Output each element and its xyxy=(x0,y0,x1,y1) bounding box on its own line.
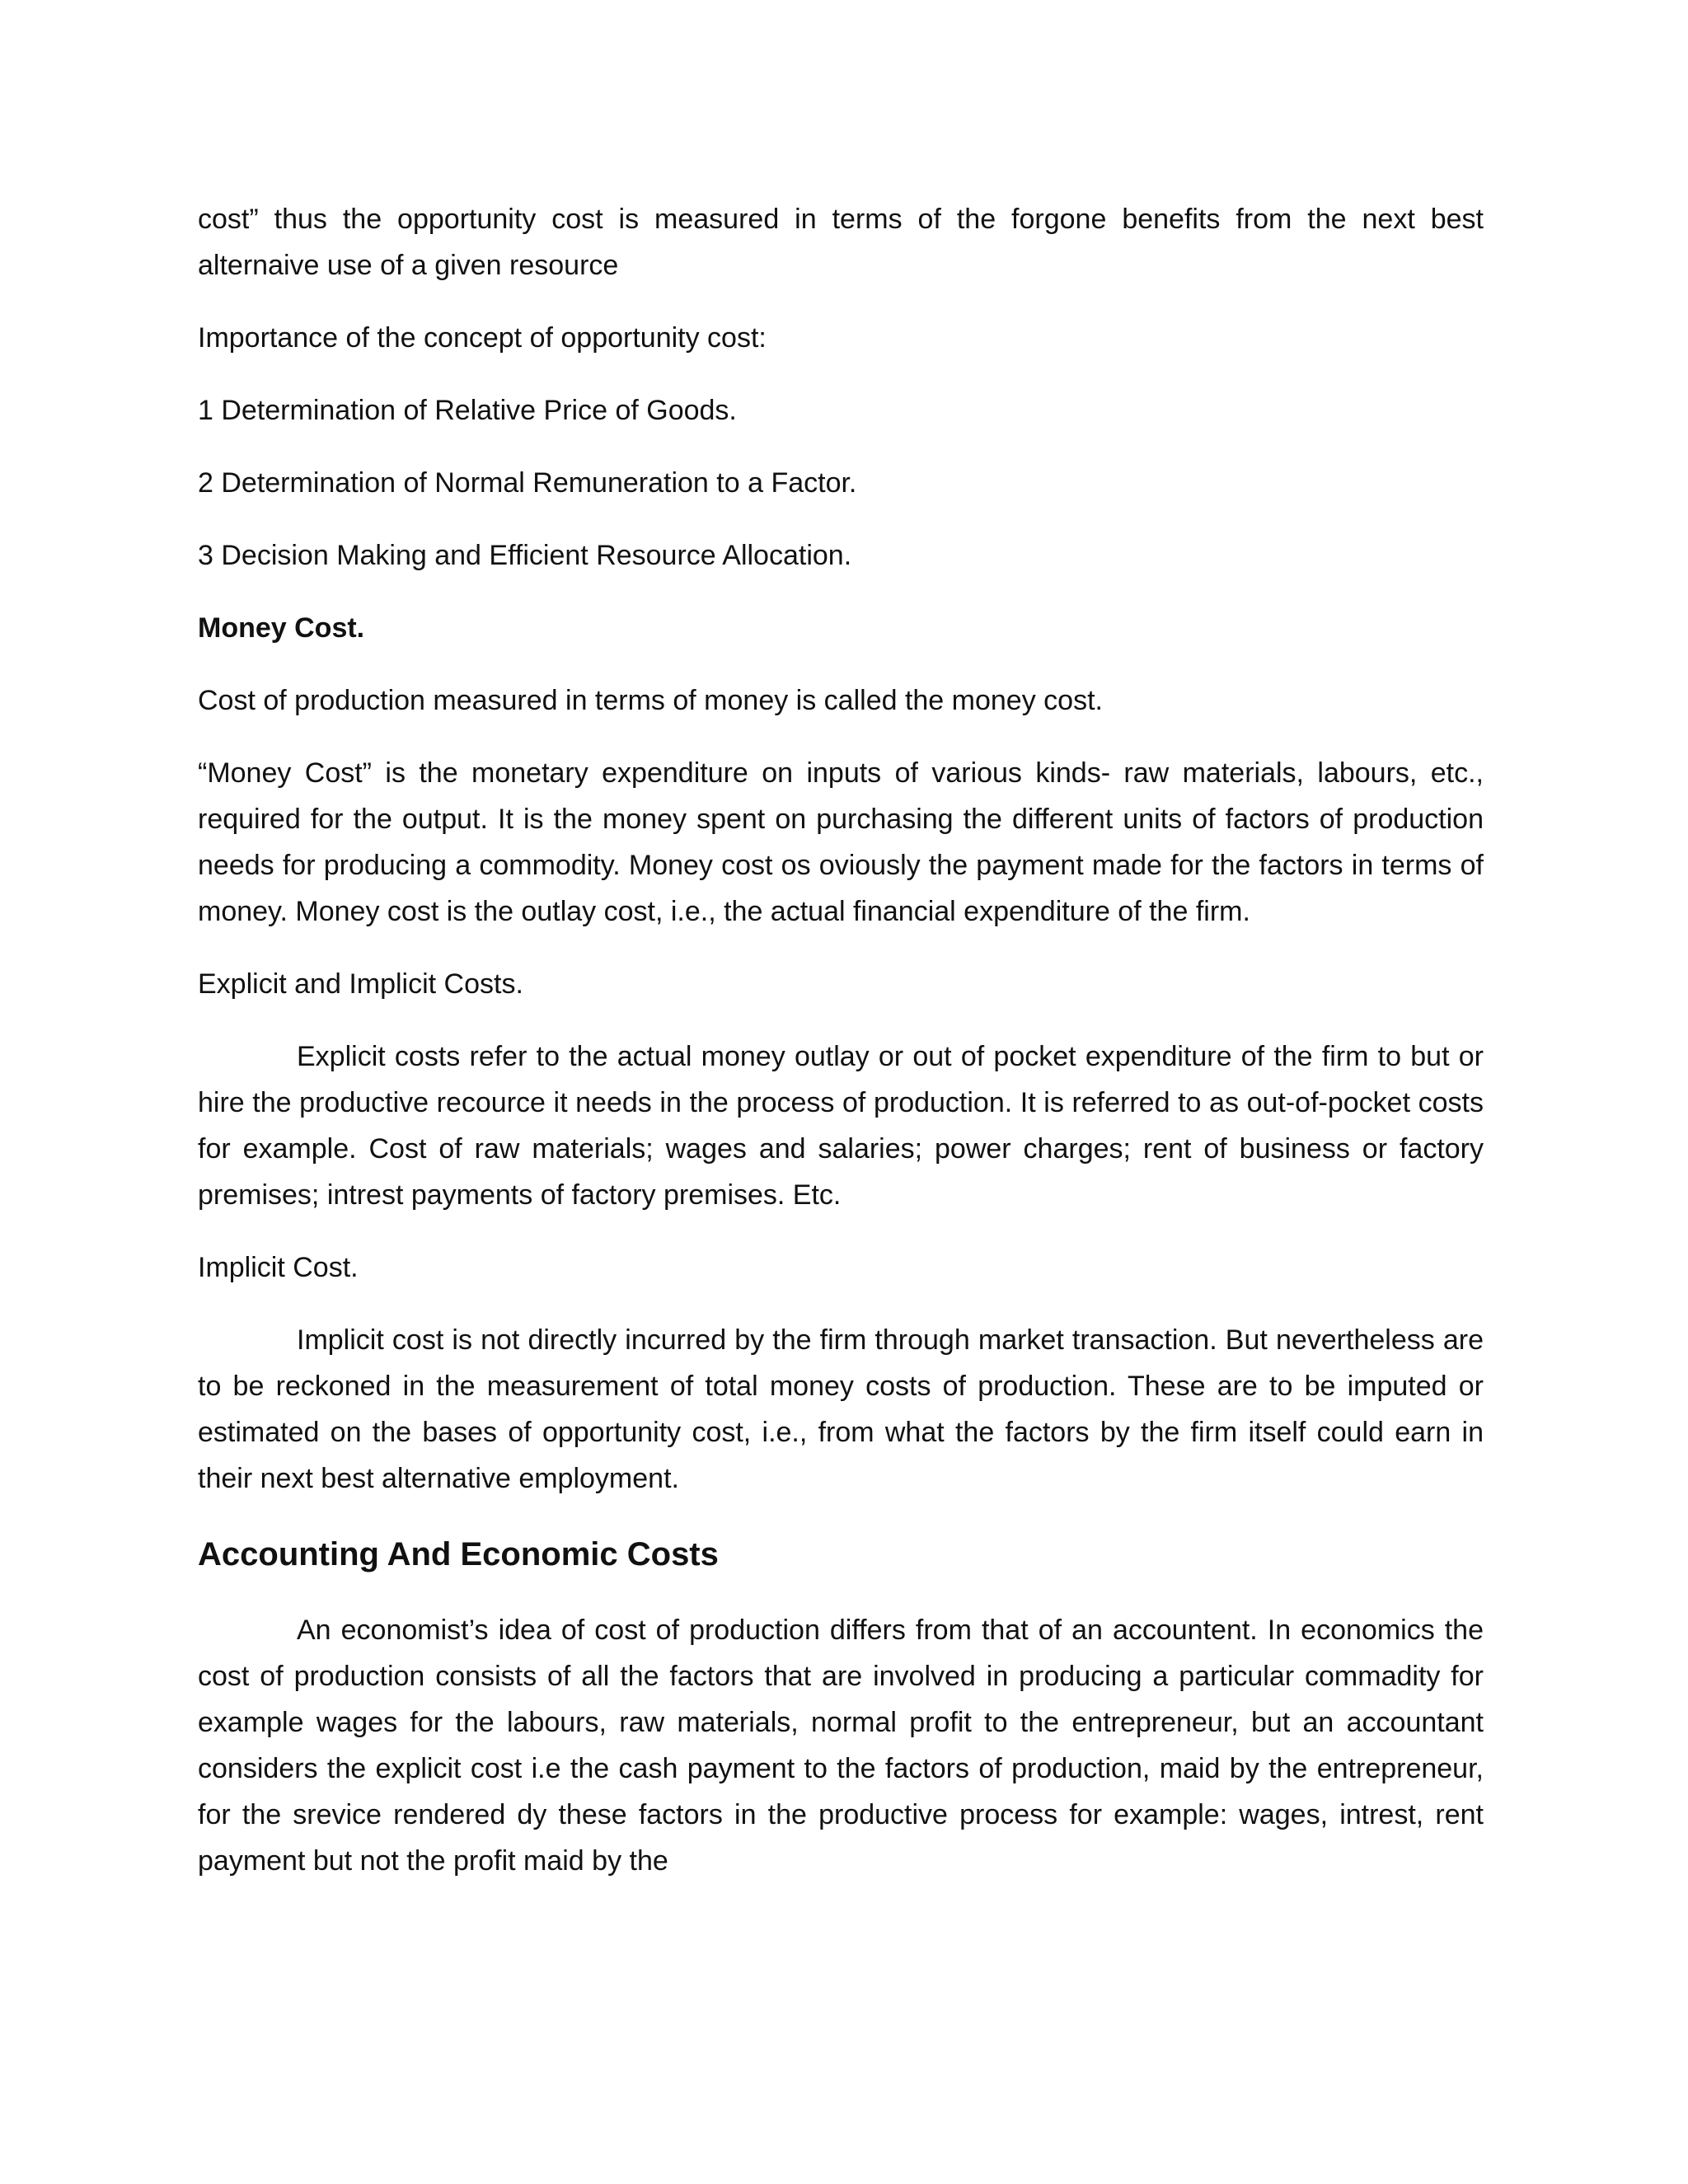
intro-paragraph: cost” thus the opportunity cost is measured in terms of the forgone benefits from the next best alternaive use of a given resource xyxy=(198,204,1484,281)
money-cost-definition: Cost of production measured in terms of money is called the money cost. xyxy=(198,685,1103,716)
money-cost-paragraph: “Money Cost” is the monetary expenditure on inputs of various kinds- raw materials, labours, etc., required for the output. It is the money spent on purchasing the different units of factors of production needs for producing a commodity. Money cost os oviously the payment made for the factors in terms of money. Money cost is the outlay cost, i.e., the actual financial expenditure of the firm. xyxy=(198,757,1484,927)
money-cost-heading: Money Cost. xyxy=(198,612,365,644)
importance-heading: Importance of the concept of opportunity cost: xyxy=(198,322,767,354)
accounting-economic-heading: Accounting And Economic Costs xyxy=(198,1536,719,1572)
implicit-cost-paragraph: Implicit cost is not directly incurred by the firm through market transaction. But nevertheless are to be reckoned in the measurement of total money costs of production. These are to be imputed or estimated on the bases of opportunity cost, i.e., from what the factors by the firm itself could earn in their next best alternative employment. xyxy=(198,1324,1484,1494)
list-item: 2 Determination of Normal Remuneration to a Factor. xyxy=(198,467,857,499)
implicit-cost-heading: Implicit Cost. xyxy=(198,1252,359,1283)
document-page xyxy=(198,196,1484,1884)
list-item: 1 Determination of Relative Price of Goods. xyxy=(198,395,737,426)
explicit-implicit-heading: Explicit and Implicit Costs. xyxy=(198,968,523,1000)
accounting-economic-paragraph: An economist’s idea of cost of production differs from that of an accountent. In economics the cost of production consists of all the factors that are involved in producing a particular commadity for example wages for the labours, raw materials, normal profit to the entrepreneur, but an accountant considers the explicit cost i.e the cash payment to the factors of production, maid by the entrepreneur, for the srevice rendered dy these factors in the productive process for example: wages, intrest, rent payment but not the profit maid by the xyxy=(198,1615,1484,1877)
list-item: 3 Decision Making and Efficient Resource Allocation. xyxy=(198,540,852,571)
explicit-cost-paragraph: Explicit costs refer to the actual money outlay or out of pocket expenditure of the firm to but or hire the productive recource it needs in the process of production. It is referred to as out-of-pocket costs for example. Cost of raw materials; wages and salaries; power charges; rent of business or factory premises; intrest payments of factory premises. Etc. xyxy=(198,1041,1484,1211)
